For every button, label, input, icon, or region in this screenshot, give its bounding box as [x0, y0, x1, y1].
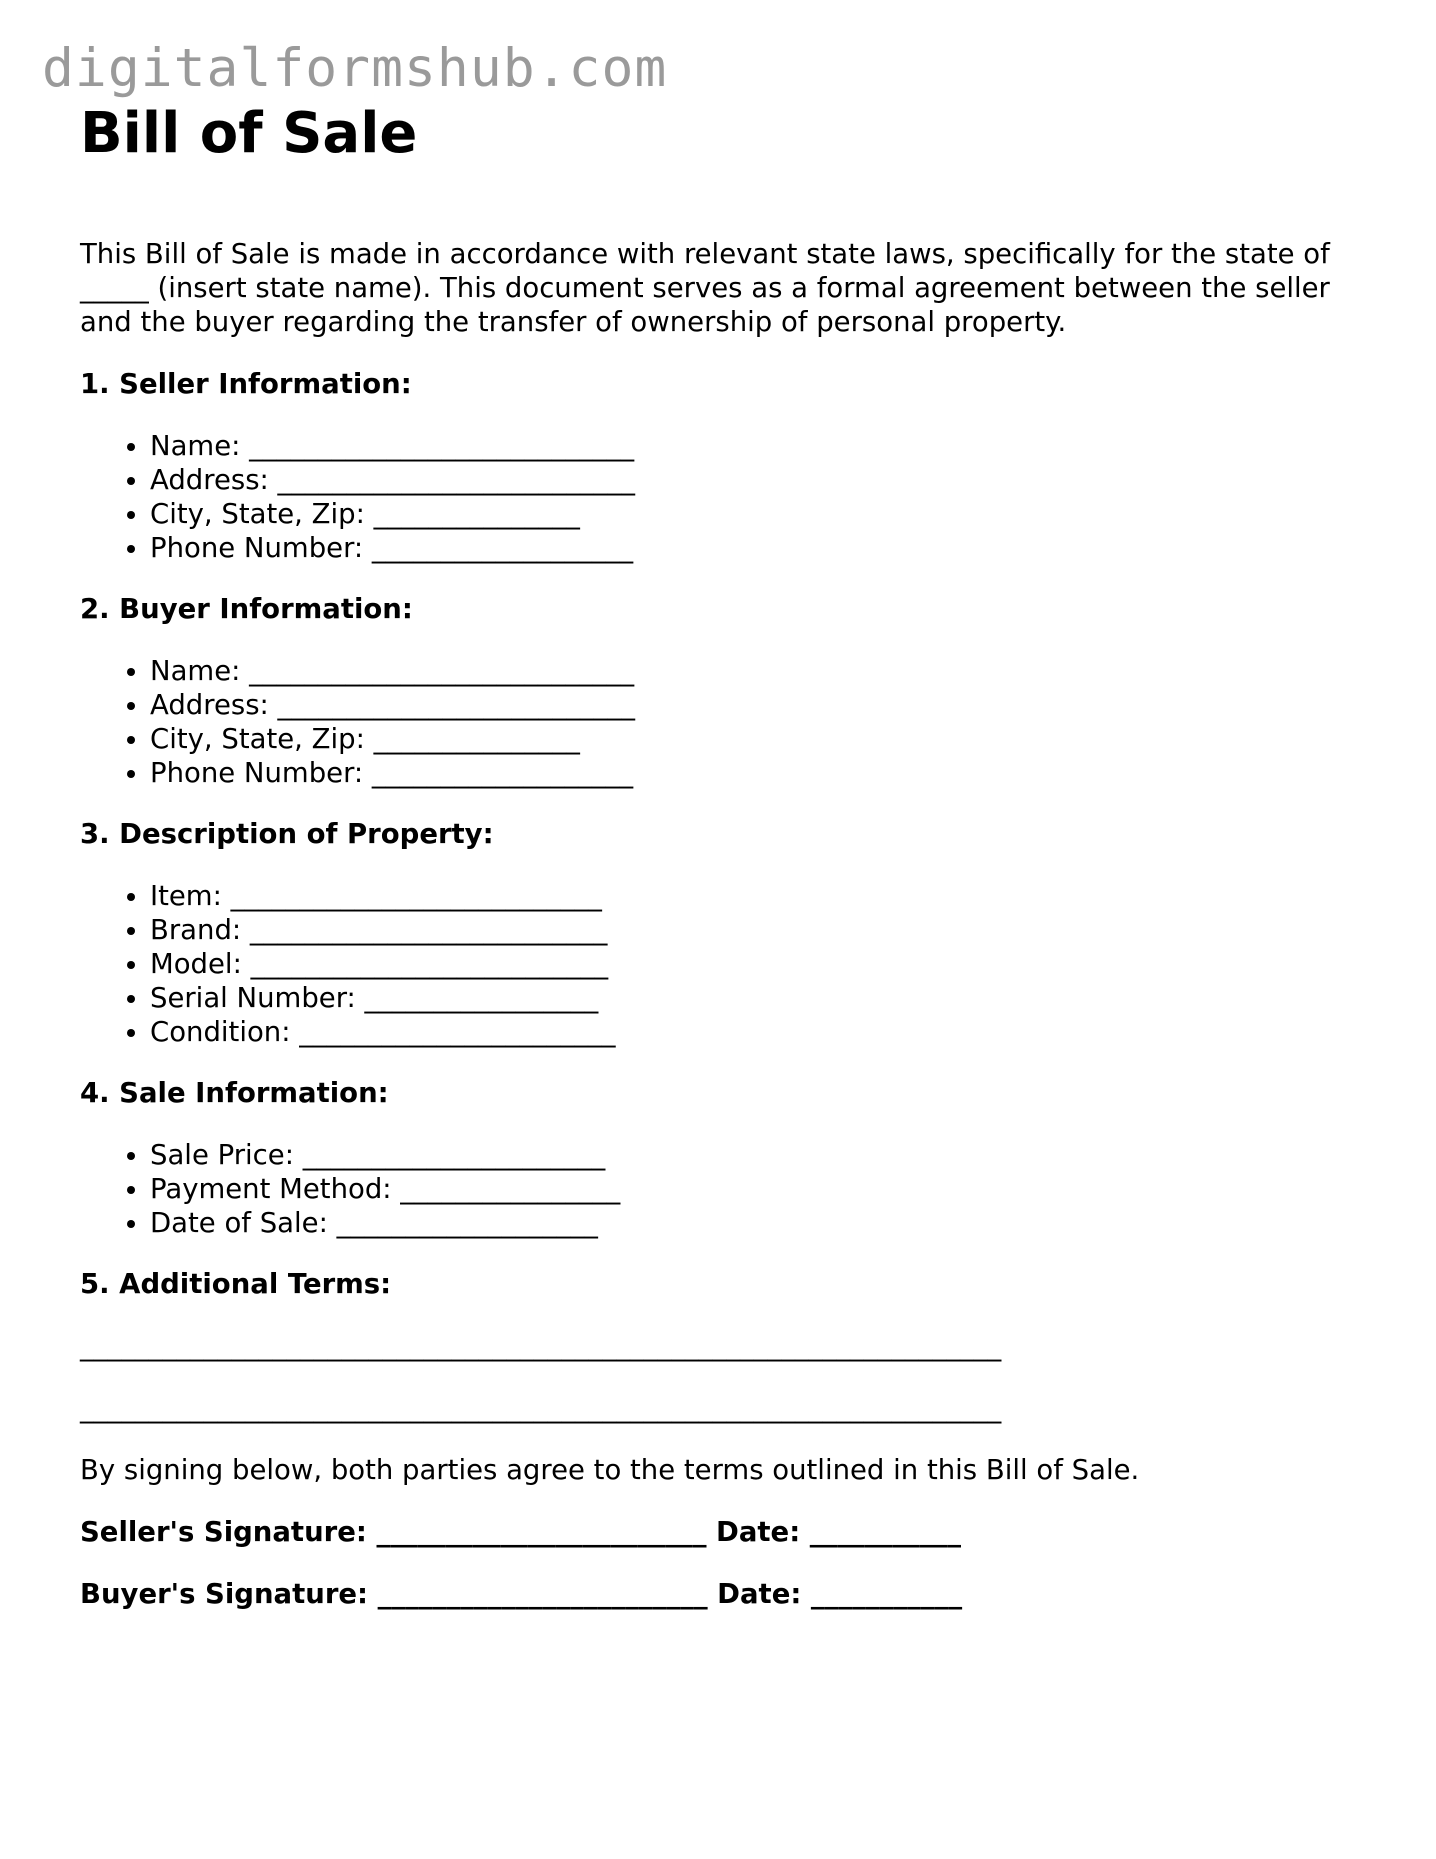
terms-blank-line: ___________________________________________________________________ — [80, 1392, 1002, 1425]
terms-blank-line: ___________________________________________________________________ — [80, 1330, 1002, 1363]
buyer-signature-line: Buyer's Signature: ________________________ Date: ___________ — [80, 1578, 963, 1611]
buyer-city-field: • City, State, Zip: _______________ — [150, 722, 1370, 756]
terms-heading: 5. Additional Terms: — [80, 1268, 392, 1301]
sale-date-field: • Date of Sale: ___________________ — [150, 1206, 1370, 1240]
property-brand-field: • Brand: __________________________ — [150, 913, 1370, 947]
sale-heading: 4. Sale Information: — [80, 1077, 389, 1110]
buyer-phone-field: • Phone Number: ___________________ — [150, 756, 1370, 790]
property-list — [80, 879, 1370, 1049]
property-heading: 3. Description of Property: — [80, 818, 494, 851]
watermark: digitalformshub.com — [42, 38, 668, 99]
intro-paragraph: This Bill of Sale is made in accordance with relevant state laws, specifically for the state of _____ (insert state name). This document serves as a formal agreement between the seller and the buyer regarding the transfer of ownership of personal property. — [80, 238, 1330, 339]
buyer-list — [80, 654, 1370, 790]
seller-city-field: • City, State, Zip: _______________ — [150, 497, 1370, 531]
property-item-field: • Item: ___________________________ — [150, 879, 1370, 913]
seller-address-field: • Address: __________________________ — [150, 463, 1370, 497]
seller-phone-field: • Phone Number: ___________________ — [150, 531, 1370, 565]
seller-list — [80, 429, 1370, 565]
seller-signature-line: Seller's Signature: ________________________ Date: ___________ — [80, 1516, 962, 1549]
buyer-name-field: • Name: ____________________________ — [150, 654, 1370, 688]
property-model-field: • Model: __________________________ — [150, 947, 1370, 981]
property-serial-field: • Serial Number: _________________ — [150, 981, 1370, 1015]
buyer-heading: 2. Buyer Information: — [80, 593, 413, 626]
agreement-statement: By signing below, both parties agree to the terms outlined in this Bill of Sale. — [80, 1454, 1140, 1487]
buyer-address-field: • Address: __________________________ — [150, 688, 1370, 722]
payment-method-field: • Payment Method: ________________ — [150, 1172, 1370, 1206]
property-condition-field: • Condition: _______________________ — [150, 1015, 1370, 1049]
sale-list — [80, 1138, 1370, 1240]
sale-price-field: • Sale Price: ______________________ — [150, 1138, 1370, 1172]
seller-heading: 1. Seller Information: — [80, 368, 412, 401]
seller-name-field: • Name: ____________________________ — [150, 429, 1370, 463]
page-title: Bill of Sale — [80, 101, 418, 166]
document-page — [80, 100, 1370, 1611]
